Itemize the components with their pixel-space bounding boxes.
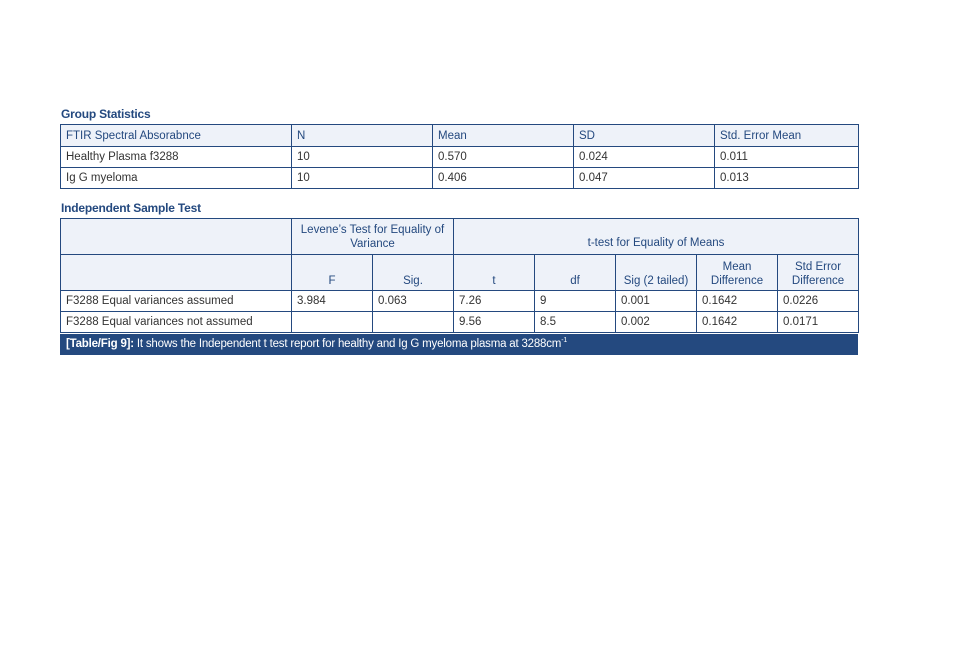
table-cell: 0.024 [574,147,715,168]
table-cell: 0.011 [715,147,859,168]
table-cell: 0.001 [616,291,697,312]
column-header: Mean [433,125,574,147]
table-row [61,147,859,168]
empty-header-cell [61,255,292,291]
table-cell: F3288 Equal variances not assumed [61,312,292,333]
independent-sample-test-table [60,218,859,333]
table-cell: 0.047 [574,168,715,189]
column-header: t [454,255,535,291]
table-cell: F3288 Equal variances assumed [61,291,292,312]
table-header-row [61,255,859,291]
table-cell: 0.0226 [778,291,859,312]
table-cell: 0.013 [715,168,859,189]
table-cell: Healthy Plasma f3288 [61,147,292,168]
column-header: N [292,125,433,147]
table-cell: 8.5 [535,312,616,333]
column-header: Mean Difference [697,255,778,291]
table-cell: 0.0171 [778,312,859,333]
table-header-row [61,219,859,255]
caption-text: It shows the Independent t test report for healthy and Ig G myeloma plasma at 3288cm [133,338,562,350]
column-header: Sig. [373,255,454,291]
table-cell [373,312,454,333]
table-header-row [61,125,859,147]
table-cell: 10 [292,168,433,189]
levene-test-header: Levene’s Test for Equality of Variance [292,219,454,255]
column-header: Std Error Difference [778,255,859,291]
empty-header-cell [61,219,292,255]
independent-sample-test-title: Independent Sample Test [61,201,201,215]
table-cell: Ig G myeloma [61,168,292,189]
group-statistics-table [60,124,859,189]
table-row [61,312,859,333]
column-header: FTIR Spectral Absorabnce [61,125,292,147]
caption-label: [Table/Fig 9]: [66,338,134,350]
table-cell: 0.1642 [697,291,778,312]
column-header: Std. Error Mean [715,125,859,147]
table-cell: 0.1642 [697,312,778,333]
table-cell: 9.56 [454,312,535,333]
column-header: F [292,255,373,291]
table-cell: 3.984 [292,291,373,312]
column-header: df [535,255,616,291]
table-cell: 0.406 [433,168,574,189]
column-header: Sig (2 tailed) [616,255,697,291]
table-cell: 10 [292,147,433,168]
t-test-header: t-test for Equality of Means [454,219,859,255]
table-cell: 0.002 [616,312,697,333]
table-cell: 9 [535,291,616,312]
table-cell [292,312,373,333]
figure-caption [60,334,858,355]
table-cell: 7.26 [454,291,535,312]
table-row [61,291,859,312]
table-cell: 0.570 [433,147,574,168]
table-row [61,168,859,189]
table-cell: 0.063 [373,291,454,312]
group-statistics-title: Group Statistics [61,107,151,121]
column-header: SD [574,125,715,147]
caption-superscript: -1 [561,337,568,345]
